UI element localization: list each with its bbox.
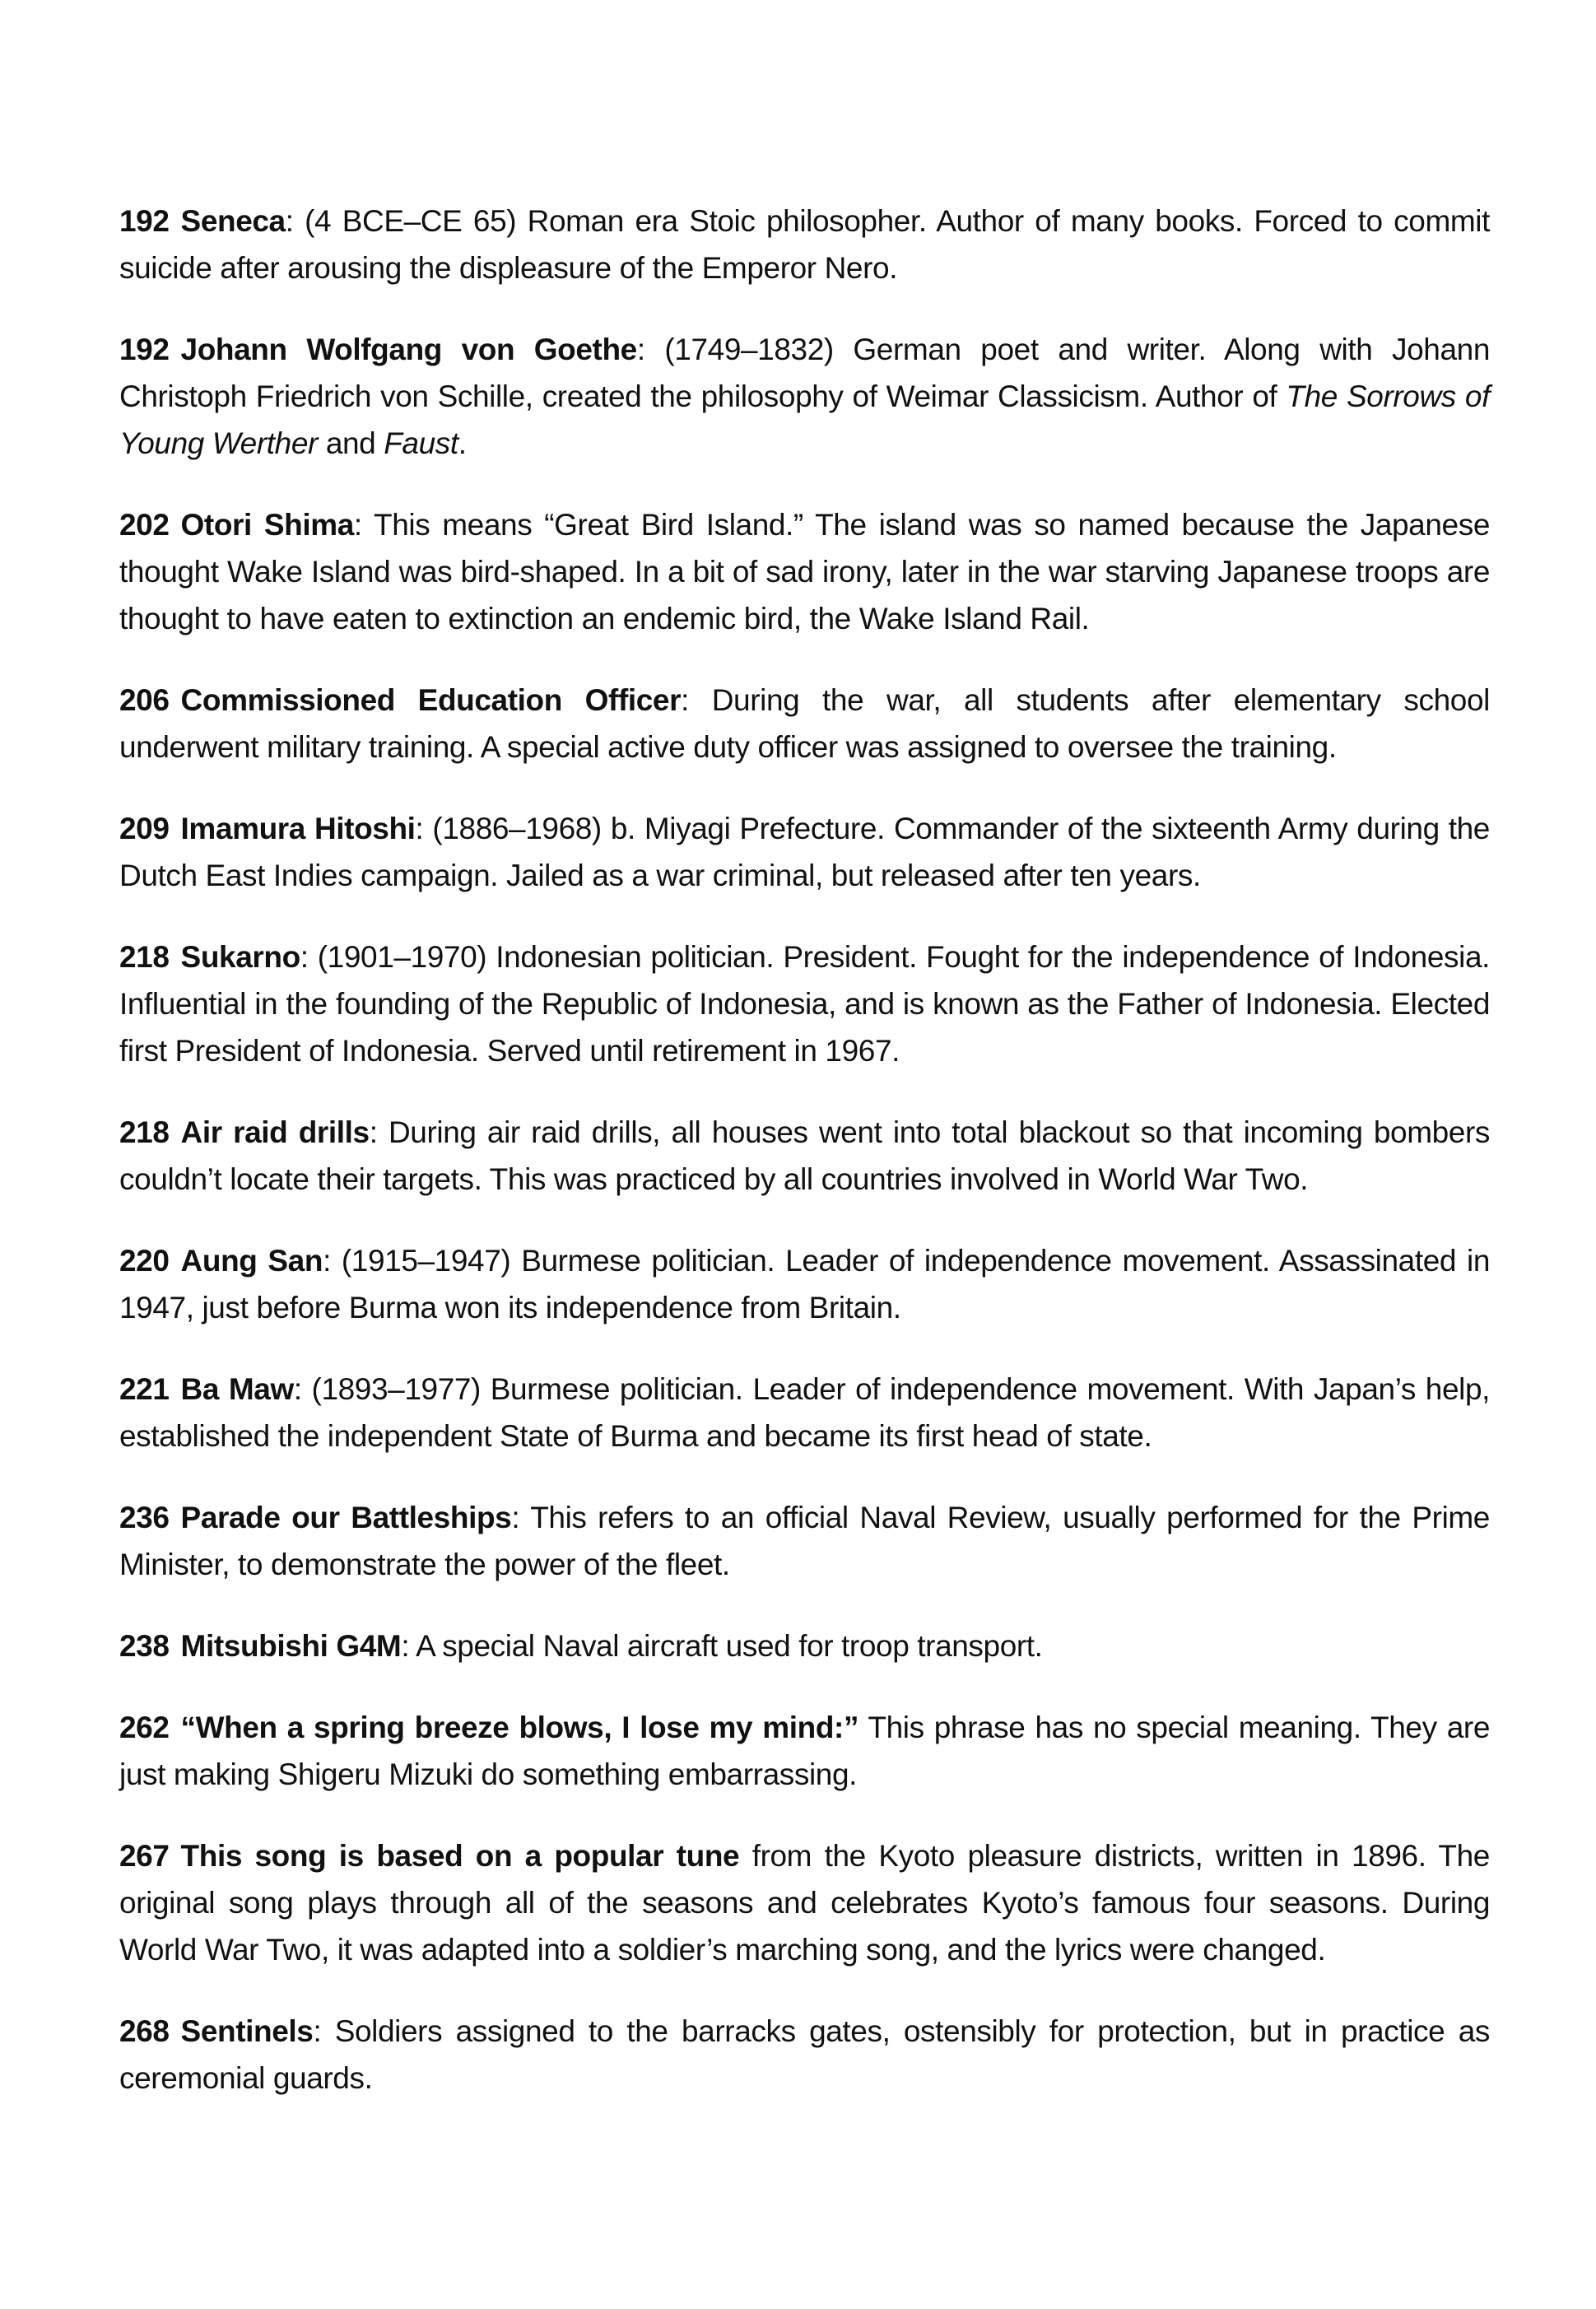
note-text: : (1749–1832) German poet and writer. Along with Johann Christoph Friedrich von Schille, created the philosophy of Weimar Classicism. Author of (119, 333, 1491, 413)
note-text: : (1915–1947) Burmese politician. Leader of independence movement. Assassinated in 1947, just before Burma won its independence from Britain. (119, 1244, 1491, 1324)
note-term: Johann Wolfgang von Goethe (180, 333, 637, 366)
note-page-number: 202 (119, 508, 170, 542)
note-text: from the Kyoto pleasure districts, written in 1896. The original song plays through all of the seasons and celebrates Kyoto’s famous four seasons. During World War Two, it was adapted into a soldier’s marching song, and the lyrics were changed. (119, 1839, 1490, 1967)
note-text: : (1901–1970) Indonesian politician. President. Fought for the independence of Indonesia. Influential in the founding of the Republic of Indonesia, and is known as the Father of Indonesia. Elected first President of Indonesia. Served until retirement in 1967. (119, 940, 1490, 1068)
note-text: : (1893–1977) Burmese politician. Leader of independence movement. With Japan’s help, established the independent State of Burma and became its first head of state. (119, 1372, 1491, 1453)
note-term: Imamura Hitoshi (180, 812, 416, 845)
note-term: Air raid drills (180, 1115, 370, 1149)
note-entry (119, 2008, 1490, 2102)
note-book-title: The Sorrows of Young Werther (119, 379, 1490, 460)
note-term: Parade our Battleships (180, 1501, 512, 1534)
note-entry (119, 198, 1490, 291)
note-entry (119, 1622, 1490, 1669)
note-page-number: 192 (119, 333, 170, 366)
note-term: Ba Maw (180, 1372, 294, 1406)
note-entry (119, 1494, 1490, 1588)
note-text: : (1886–1968) b. Miyagi Prefecture. Commander of the sixteenth Army during the Dutch East Indies campaign. Jailed as a war criminal, but released after ten years. (119, 812, 1490, 892)
note-term: Commissioned Education Officer (180, 683, 682, 717)
note-entry (119, 1237, 1490, 1331)
note-entry (119, 1366, 1490, 1459)
note-entry (119, 677, 1490, 770)
note-text: : This refers to an official Naval Review, usually performed for the Prime Minister, to demonstrate the power of the fleet. (119, 1501, 1490, 1581)
note-page-number: 218 (119, 940, 170, 974)
note-text: and (317, 426, 384, 460)
note-page-number: 236 (119, 1501, 170, 1534)
note-page-number: 206 (119, 683, 170, 717)
note-entry (119, 1109, 1490, 1203)
note-term: Aung San (180, 1244, 323, 1278)
note-entry (119, 933, 1490, 1074)
note-text: : During the war, all students after elementary school underwent military training. A special active duty officer was assigned to oversee the training. (119, 683, 1490, 764)
note-term: Seneca (180, 204, 286, 238)
note-entry (119, 805, 1490, 899)
note-page-number: 220 (119, 1244, 170, 1278)
note-text: : This means “Great Bird Island.” The island was so named because the Japanese thought Wake Island was bird-shaped. In a bit of sad irony, later in the war starving Japanese troops are thought to have eaten to extinction an endemic bird, the Wake Island Rail. (119, 508, 1490, 635)
note-page-number: 268 (119, 2014, 170, 2048)
note-text: . (458, 426, 467, 460)
note-term: Otori Shima (180, 508, 354, 542)
note-page-number: 262 (119, 1711, 170, 1744)
note-term: Sukarno (180, 940, 300, 974)
note-entry (119, 1832, 1490, 1973)
note-text: This phrase has no special meaning. They are just making Shigeru Mizuki do something embarrassing. (119, 1711, 1490, 1791)
note-term: This song is based on a popular tune (180, 1839, 740, 1873)
note-entry (119, 501, 1490, 642)
note-page-number: 238 (119, 1629, 170, 1663)
note-term: Sentinels (180, 2014, 314, 2048)
note-page-number: 221 (119, 1372, 170, 1406)
note-term: “When a spring breeze blows, I lose my mind:” (180, 1711, 859, 1744)
note-entry (119, 326, 1490, 467)
note-text: : A special Naval aircraft used for troop transport. (401, 1629, 1043, 1663)
note-text: : (4 BCE–CE 65) Roman era Stoic philosopher. Author of many books. Forced to commit suicide after arousing the displeasure of the Emperor Nero. (119, 204, 1490, 285)
note-page-number: 267 (119, 1839, 170, 1873)
note-entry (119, 1704, 1490, 1798)
note-text: : During air raid drills, all houses went into total blackout so that incoming bombers couldn’t locate their targets. This was practiced by all countries involved in World War Two. (119, 1115, 1491, 1196)
notes-page (119, 198, 1490, 2136)
note-page-number: 218 (119, 1115, 170, 1149)
note-page-number: 192 (119, 204, 170, 238)
note-text: : Soldiers assigned to the barracks gates, ostensibly for protection, but in practice as ceremonial guards. (119, 2014, 1490, 2095)
note-book-title: Faust (384, 426, 458, 460)
note-term: Mitsubishi G4M (180, 1629, 402, 1663)
note-page-number: 209 (119, 812, 170, 845)
